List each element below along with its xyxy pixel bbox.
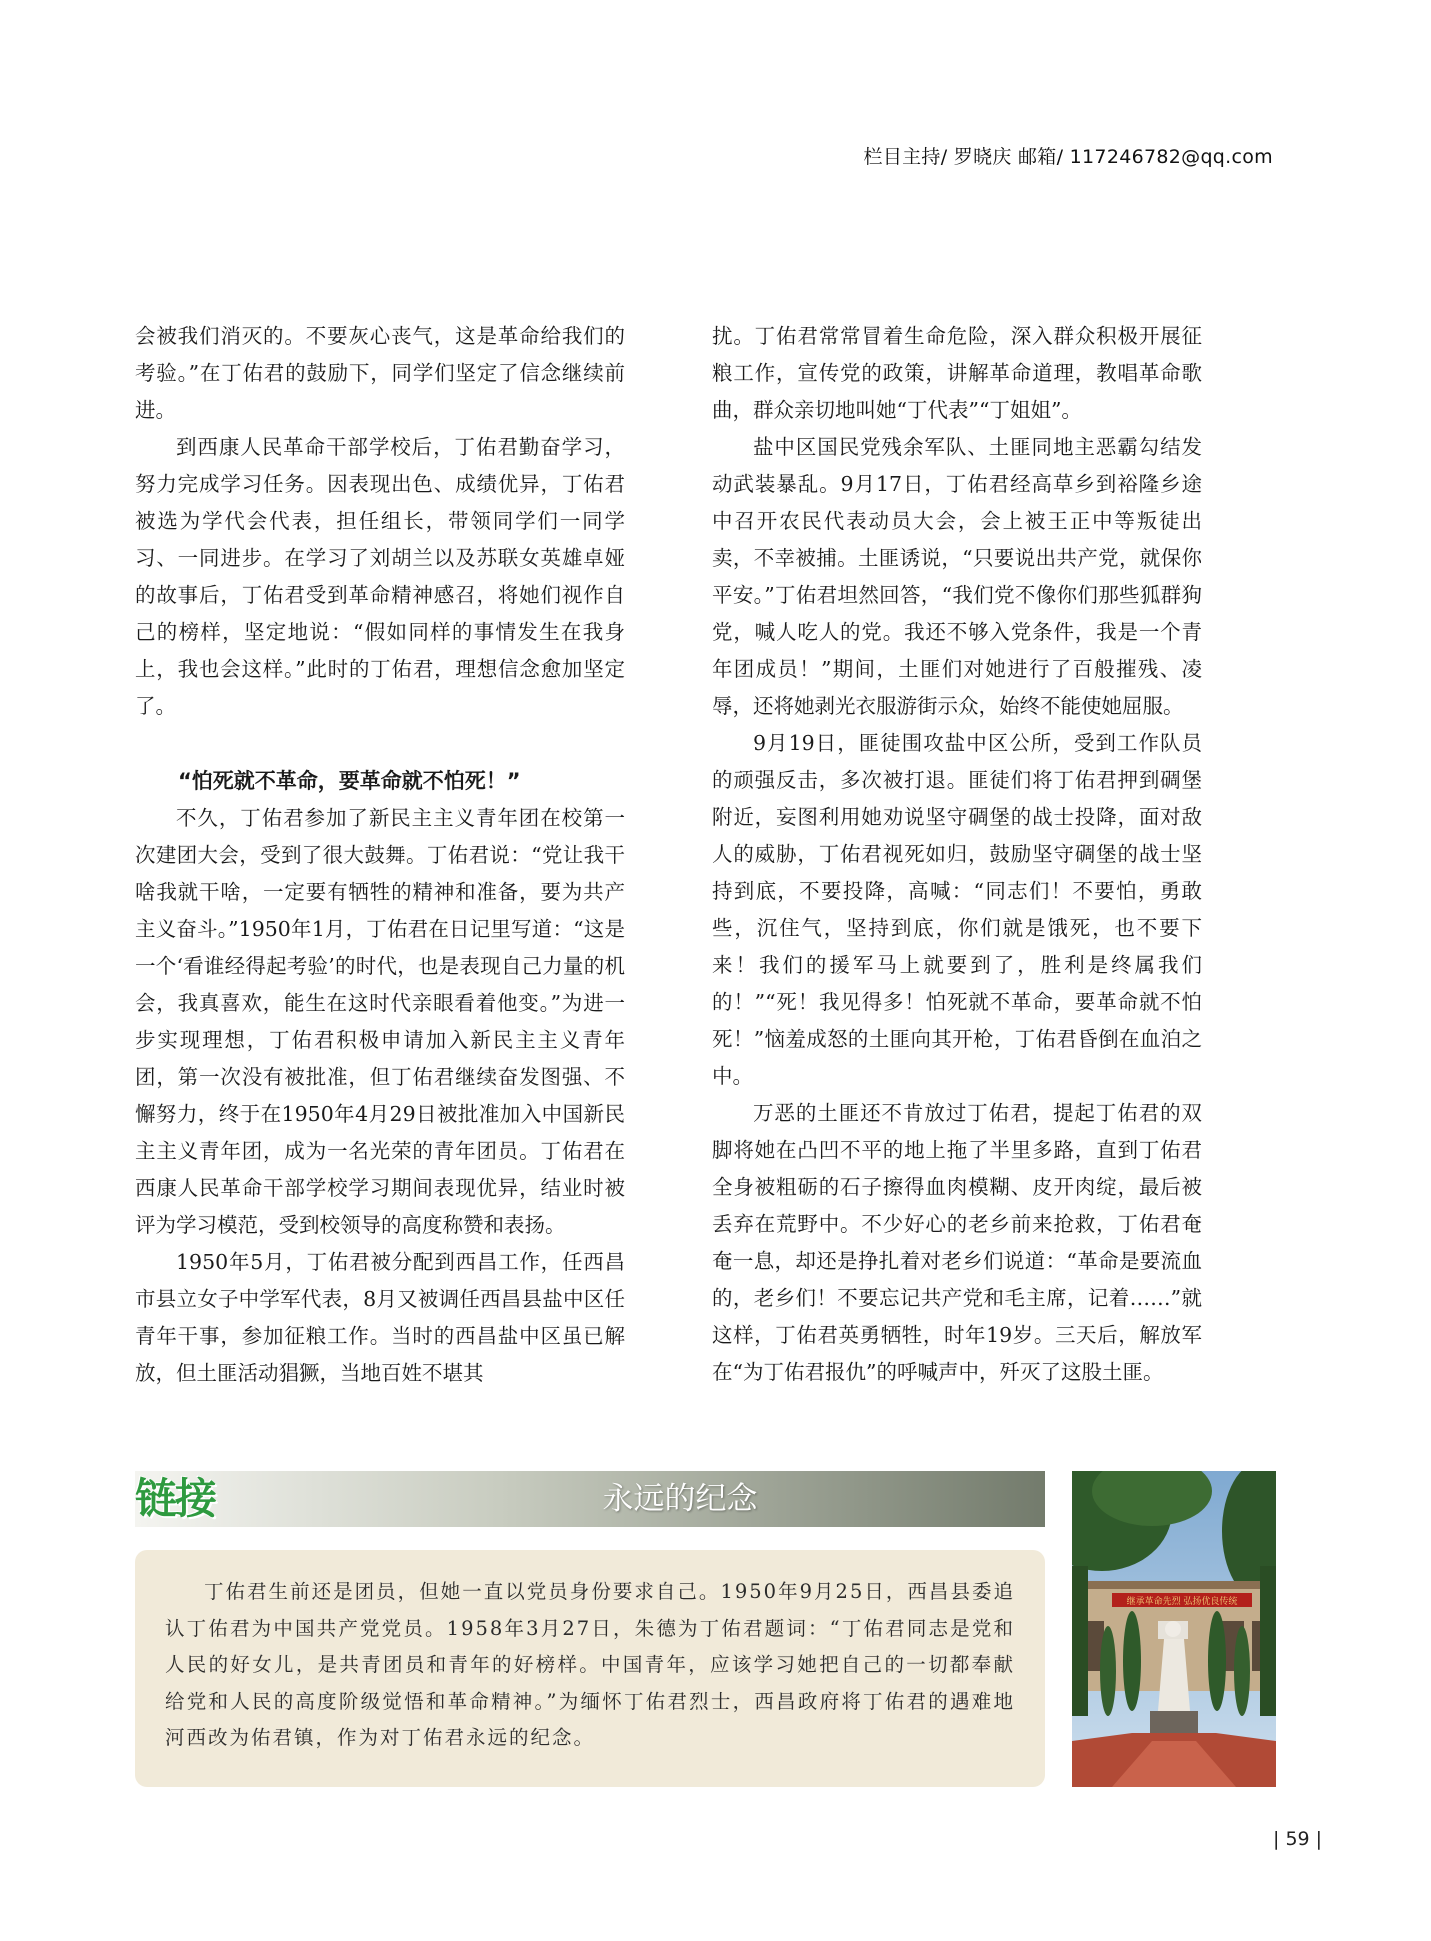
paragraph: 盐中区国民党残余军队、土匪同地主恶霸勾结发动武装暴乱。9月17日，丁佑君经高草乡到裕隆乡途中召开农民代表动员大会，会上被王正中等叛徒出卖，不幸被捕。土匪诱说，“只要说出共产党，就保你平安。”丁佑君坦然回答，“我们党不像你们那些狐群狗党，喊人吃人的党。我还不够入党条件，我是一个青年团成员！”期间，土匪们对她进行了百般摧残、凌辱，还将她剥光衣服游街示众，始终不能使她屈服。 bbox=[712, 435, 1202, 718]
section-heading: “怕死就不革命，要革命就不怕死！” bbox=[178, 769, 521, 793]
column-header: 栏目主持/ 罗晓庆 邮箱/ 117246782@qq.com bbox=[863, 146, 1273, 168]
sidebar-body: 丁佑君生前还是团员，但她一直以党员身份要求自己。1950年9月25日，西昌县委追认丁佑君为中国共产党党员。1958年3月27日，朱德为丁佑君题词：“丁佑君同志是党和人民的好女儿，是共青团员和青年的好榜样。中国青年，应该学习她把自己的一切都奉献给党和人民的高度阶级觉悟和革命精神。”为缅怀丁佑君烈士，西昌政府将丁佑君的遇难地河西改为佑君镇，作为对丁佑君永远的纪念。 bbox=[165, 1580, 1015, 1749]
memorial-photo bbox=[1072, 1471, 1276, 1787]
left-column bbox=[135, 318, 625, 1392]
paragraph: 1950年5月，丁佑君被分配到西昌工作，任西昌市县立女子中学军代表，8月又被调任西昌县盐中区任青年干事，参加征粮工作。当时的西昌盐中区虽已解放，但土匪活动猖獗，当地百姓不堪其 bbox=[135, 1250, 625, 1385]
sidebar-title: 永远的纪念 bbox=[602, 1481, 758, 1517]
photo-banner-text: 继承革命先烈 弘扬优良传统 bbox=[1126, 1597, 1238, 1607]
paragraph: 不久，丁佑君参加了新民主主义青年团在校第一次建团大会，受到了很大鼓舞。丁佑君说：“党让我干啥我就干啥，一定要有牺牲的精神和准备，要为共产主义奋斗。”1950年1月，丁佑君在日记里写道：“这是一个‘看谁经得起考验’的时代，也是表现自己力量的机会，我真喜欢，能生在这时代亲眼看着他变。”为进一步实现理想，丁佑君积极申请加入新民主主义青年团，第一次没有被批准，但丁佑君继续奋发图强、不懈努力，终于在1950年4月29日被批准加入中国新民主主义青年团，成为一名光荣的青年团员。丁佑君在西康人民革命干部学校学习期间表现优异，结业时被评为学习模范，受到校领导的高度称赞和表扬。 bbox=[135, 806, 625, 1237]
page-number: | 59 | bbox=[1273, 1828, 1323, 1850]
paragraph: 到西康人民革命干部学校后，丁佑君勤奋学习，努力完成学习任务。因表现出色、成绩优异，丁佑君被选为学代会代表，担任组长，带领同学们一同学习、一同进步。在学习了刘胡兰以及苏联女英雄卓娅的故事后，丁佑君受到革命精神感召，将她们视作自己的榜样，坚定地说：“假如同样的事情发生在我身上，我也会这样。”此时的丁佑君，理想信念愈加坚定了。 bbox=[135, 435, 625, 718]
paragraph: 扰。丁佑君常常冒着生命危险，深入群众积极开展征粮工作，宣传党的政策，讲解革命道理，教唱革命歌曲，群众亲切地叫她“丁代表”“丁姐姐”。 bbox=[712, 324, 1202, 422]
paragraph: 会被我们消灭的。不要灰心丧气，这是革命给我们的考验。”在丁佑君的鼓励下，同学们坚定了信念继续前进。 bbox=[135, 324, 625, 422]
link-badge: 链接 bbox=[135, 1474, 216, 1523]
paragraph: 万恶的土匪还不肯放过丁佑君，提起丁佑君的双脚将她在凸凹不平的地上拖了半里多路，直到丁佑君全身被粗砺的石子擦得血肉模糊、皮开肉绽，最后被丢弃在荒野中。不少好心的老乡前来抢救，丁佑君奄奄一息，却还是挣扎着对老乡们说道：“革命是要流血的，老乡们！不要忘记共产党和毛主席，记着……”就这样，丁佑君英勇牺牲，时年19岁。三天后，解放军在“为丁佑君报仇”的呼喊声中，歼灭了这股土匪。 bbox=[712, 1101, 1202, 1384]
right-column bbox=[712, 318, 1202, 1391]
paragraph: 9月19日，匪徒围攻盐中区公所，受到工作队员的顽强反击，多次被打退。匪徒们将丁佑君押到碉堡附近，妄图利用她劝说坚守碉堡的战士投降，面对敌人的威胁，丁佑君视死如归，鼓励坚守碉堡的战士坚持到底，不要投降，高喊：“同志们！不要怕，勇敢些，沉住气，坚持到底，你们就是饿死，也不要下来！我们的援军马上就要到了，胜利是终属我们的！”“死！我见得多！怕死就不革命，要革命就不怕死！”恼羞成怒的土匪向其开枪，丁佑君昏倒在血泊之中。 bbox=[712, 731, 1202, 1088]
memorial-statue-illustration bbox=[1072, 1471, 1276, 1787]
sidebar-note-box bbox=[135, 1550, 1045, 1787]
